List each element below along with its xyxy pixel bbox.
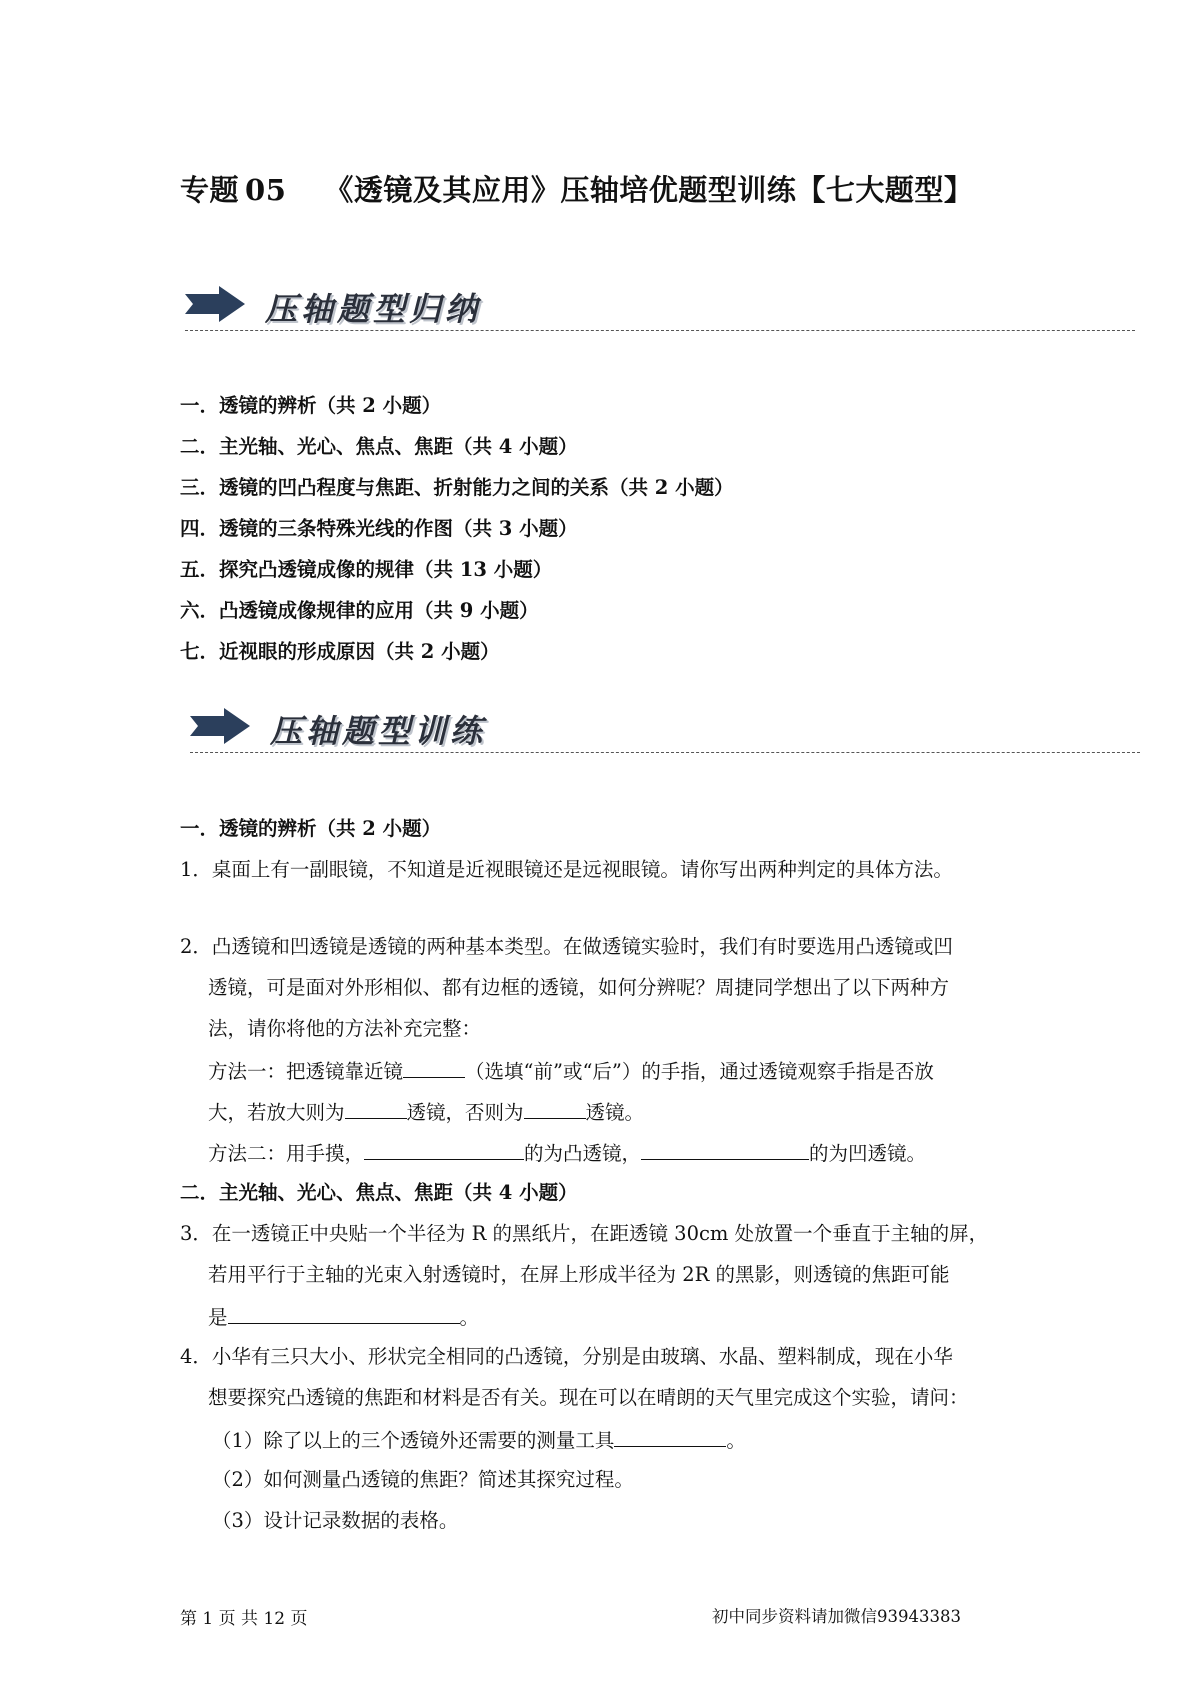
toc-item-4: 四．透镜的三条特殊光线的作图（共 3 小题） [180, 517, 578, 540]
divider [190, 752, 1140, 753]
toc-item-2: 二．主光轴、光心、焦点、焦距（共 4 小题） [180, 435, 578, 458]
section-heading-2: 二．主光轴、光心、焦点、焦距（共 4 小题） [180, 1181, 578, 1204]
question-4-sub-2: （2）如何测量凸透镜的焦距？简述其探究过程。 [212, 1468, 634, 1491]
question-4-sub-3: （3）设计记录数据的表格。 [212, 1509, 459, 1532]
question-4-line-1: 4．小华有三只大小、形状完全相同的凸透镜，分别是由玻璃、水晶、塑料制成，现在小华 [180, 1345, 953, 1368]
toc-item-7: 七．近视眼的形成原因（共 2 小题） [180, 640, 500, 663]
text: （1）除了以上的三个透镜外还需要的测量工具 [212, 1429, 615, 1452]
page-title [180, 168, 973, 209]
text: 的为凸透镜， [524, 1142, 642, 1165]
question-3-line-2: 若用平行于主轴的光束入射透镜时，在屏上形成半径为 2R 的黑影，则透镜的焦距可能 [208, 1263, 950, 1286]
answer-blank[interactable] [228, 1303, 460, 1324]
question-2-method-2 [208, 1139, 926, 1167]
toc-item-1: 一．透镜的辨析（共 2 小题） [180, 394, 442, 417]
text: 。 [459, 1306, 480, 1329]
footer-note: 初中同步资料请加微信93943383 [712, 1607, 961, 1626]
text: 是 [208, 1306, 228, 1329]
section-heading-1: 一．透镜的辨析（共 2 小题） [180, 817, 442, 840]
question-3-line-1: 3．在一透镜正中央贴一个半径为 R 的黑纸片，在距透镜 30cm 处放置一个垂直于主轴的屏， [180, 1222, 989, 1245]
banner-title: 压轴题型训练 [270, 712, 487, 750]
toc-item-3: 三．透镜的凹凸程度与焦距、折射能力之间的关系（共 2 小题） [180, 476, 734, 499]
arrow-right-icon [185, 286, 245, 322]
question-4-sub-1 [212, 1426, 746, 1454]
answer-blank[interactable] [364, 1139, 524, 1160]
section-banner-training [190, 700, 1140, 760]
text: 透镜。 [585, 1101, 645, 1124]
banner-title: 压轴题型归纳 [265, 290, 482, 328]
toc-item-6: 六．凸透镜成像规律的应用（共 9 小题） [180, 599, 539, 622]
answer-blank[interactable] [614, 1426, 726, 1447]
text: （选填“前”或“后”）的手指，通过透镜观察手指是否放 [465, 1060, 934, 1083]
question-2-line-2: 透镜，可是面对外形相似、都有边框的透镜，如何分辨呢？周捷同学想出了以下两种方 [208, 976, 950, 999]
question-2-line-3: 法，请你将他的方法补充完整： [208, 1017, 482, 1040]
text: 方法一：把透镜靠近镜 [208, 1060, 404, 1083]
question-1: 1．桌面上有一副眼镜，不知道是近视眼镜还是远视眼镜。请你写出两种判定的具体方法。 [180, 858, 953, 881]
arrow-right-icon [190, 708, 250, 744]
title-number: 05 [245, 173, 287, 207]
text: 大，若放大则为 [208, 1101, 345, 1124]
answer-blank[interactable] [524, 1098, 586, 1119]
toc-item-5: 五．探究凸透镜成像的规律（共 13 小题） [180, 558, 553, 581]
text: 透镜，否则为 [406, 1101, 524, 1124]
question-2-method-1-line-1 [208, 1057, 934, 1085]
page-number: 第 1 页 共 12 页 [180, 1609, 308, 1629]
question-2-line-1: 2．凸透镜和凹透镜是透镜的两种基本类型。在做透镜实验时，我们有时要选用凸透镜或凹 [180, 935, 953, 958]
answer-blank[interactable] [641, 1139, 809, 1160]
answer-blank[interactable] [345, 1098, 407, 1119]
question-3-line-3 [208, 1303, 479, 1331]
title-main: 《透镜及其应用》压轴培优题型训练【七大题型】 [324, 173, 974, 207]
answer-blank[interactable] [403, 1057, 465, 1078]
text: 的为凹透镜。 [809, 1142, 927, 1165]
section-banner-summary [185, 278, 1135, 338]
divider [185, 330, 1135, 331]
text: 。 [726, 1429, 746, 1452]
text: 方法二：用手摸， [208, 1142, 365, 1165]
question-4-line-2: 想要探究凸透镜的焦距和材料是否有关。现在可以在晴朗的天气里完成这个实验，请问： [208, 1386, 969, 1409]
title-prefix: 专题 [180, 173, 240, 207]
question-2-method-1-line-2 [208, 1098, 644, 1126]
